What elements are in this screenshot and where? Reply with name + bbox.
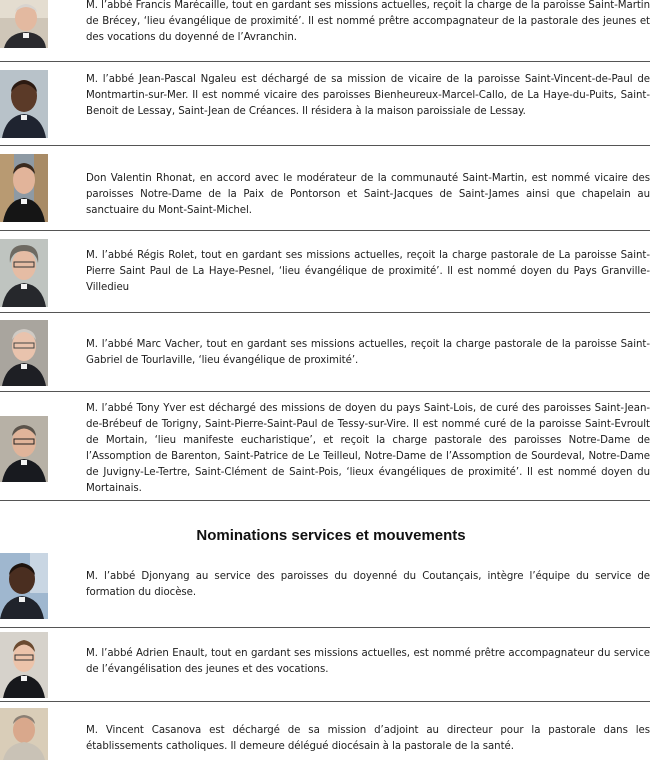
portrait-photo — [0, 0, 48, 48]
portrait-photo — [0, 239, 48, 307]
portrait-photo — [0, 70, 48, 138]
portrait-photo — [0, 416, 48, 482]
portrait-photo — [0, 154, 48, 222]
nomination-text: M. l’abbé Marc Vacher, tout en gardant ses missions actuelles, reçoit la charge pastorale de la paroisse Saint-Gabriel de Tourlaville, ‘lieu évangélique de proximité’. — [86, 339, 650, 366]
portrait-photo — [0, 632, 48, 698]
divider — [0, 500, 650, 501]
nomination-text: M. l’abbé Régis Rolet, tout en gardant ses missions actuelles, reçoit la charge pastorale de La paroisse Saint-Pierre Saint Paul de La Haye-Pesnel, ‘lieu évangélique de proximité’. Il est nommé doyen du Pays Granville-Villedieu — [86, 250, 650, 293]
nomination-text: Don Valentin Rhonat, en accord avec le modérateur de la communauté Saint-Martin, est nommé vicaire des paroisses Notre-Dame de la Paix de Pontorson et Saint-Jacques de Saint-James ainsi que chapelain au sanctuaire du Mont-Saint-Michel. — [86, 173, 650, 216]
nomination-text: M. l’abbé Francis Marécaille, tout en gardant ses missions actuelles, reçoit la charge de la paroisse Saint-Martin de Brécey, ‘lieu évangélique de proximité’. Il est nommé prêtre accompagnateur de la pastorale des jeunes et des vocations du doyenné de l’Avranchin. — [86, 0, 650, 43]
divider — [0, 145, 650, 146]
nomination-text: M. l’abbé Jean-Pascal Ngaleu est déchargé de sa mission de vicaire de la paroisse Saint-Vincent-de-Paul de Montmartin-sur-Mer. Il est nommé vicaire des paroisses Bienheureux-Marcel-Callo, de La Haye-du-Puits, Saint-Benoit de Lessay, Saint-Jean de Créances. Il résidera à la maison paroissiale de Lessay. — [86, 74, 650, 117]
portrait-photo — [0, 708, 48, 760]
divider — [0, 627, 650, 628]
nomination-text: M. l’abbé Tony Yver est déchargé des missions de doyen du pays Saint-Lois, de curé des paroisses Saint-Jean-de-Brébeuf de Torigny, Saint-Pierre-Saint-Paul de Tessy-sur-Vire. Il est nommé curé de la paroisse Saint-Evroult de Mortain, ‘lieu manifeste eucharistique’, et reçoit la charge pastorale des paroisses Notre-Dame de l’Assomption de Barenton, Saint-Patrice de Le Teilleul, Notre-Dame de l’Assomption de Sourdeval, Notre-Dame de Juvigny-Le-Tertre, Saint-Clément de Saint-Pois, ‘lieux évangéliques de proximité’. Il est nommé doyen du Mortainais. — [86, 403, 650, 494]
divider — [0, 230, 650, 231]
divider — [0, 701, 650, 702]
divider — [0, 391, 650, 392]
portrait-photo — [0, 320, 48, 386]
service-text: M. l’abbé Djonyang au service des paroisses du doyenné du Coutançais, intègre l’équipe du service de formation du diocèse. — [86, 571, 650, 598]
divider — [0, 61, 650, 62]
divider — [0, 312, 650, 313]
portrait-photo — [0, 553, 48, 619]
section-title: Nominations services et mouvements — [196, 527, 466, 544]
service-text: M. l’abbé Adrien Enault, tout en gardant ses missions actuelles, est nommé prêtre accompagnateur du service de l’évangélisation des jeunes et des vocations. — [86, 648, 650, 675]
service-text: M. Vincent Casanova est déchargé de sa mission d’adjoint au directeur pour la pastorale dans les établissements catholiques. Il demeure délégué diocésain à la pastorale de la santé. — [86, 725, 650, 752]
